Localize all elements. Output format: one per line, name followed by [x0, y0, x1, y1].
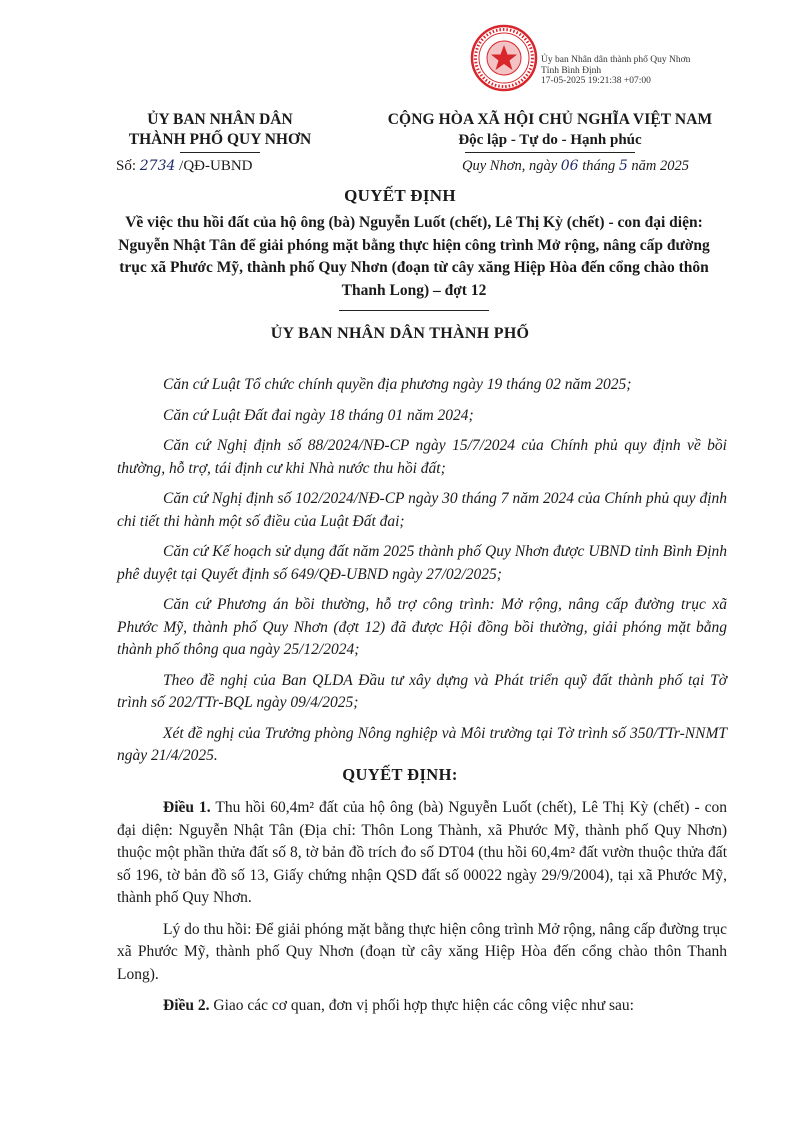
- subject-text: Về việc thu hồi đất của hộ ông (bà) Nguyễn Luốt (chết), Lê Thị Kỳ (chết) - con đại diện: Nguyễn Nhật Tân để giải phóng mặt bằng thực hiện công trình Mở rộng, nâng cấp đường trục xã Phước Mỹ, thành phố Quy Nhơn (đoạn từ cây xăng Hiệp Hòa đến cổng chào thôn Thanh Long) – đợt 12: [118, 214, 710, 299]
- agency-line-2: THÀNH PHỐ QUY NHƠN: [128, 131, 312, 148]
- document-subject: [108, 212, 720, 311]
- basis-item: Căn cứ Luật Đất đai ngày 18 tháng 01 năm 2024;: [163, 406, 474, 424]
- year-text: năm 2025: [631, 158, 690, 174]
- place-prefix: Quy Nhơn, ngày: [462, 158, 558, 174]
- month-label: tháng: [582, 158, 616, 174]
- signature-line-3: 17-05-2025 19:21:38 +07:00: [541, 76, 651, 86]
- digital-signature-info: [541, 55, 690, 87]
- agency-underline: [180, 152, 260, 153]
- issuing-agency: [100, 110, 340, 153]
- place-date: [462, 158, 689, 175]
- basis-item: Căn cứ Kế hoạch sử dụng đất năm 2025 thành phố Quy Nhơn được UBND tỉnh Bình Định phê duyệt tại Quyết định số 649/QĐ-UBND ngày 27/02/2025;: [117, 543, 727, 583]
- article-1-text: Thu hồi 60,4m² đất của hộ ông (bà) Nguyễn Luốt (chết), Lê Thị Kỳ (chết) - con đại diện: Nguyễn Nhật Tân (Địa chỉ: Thôn Long Thành, xã Phước Mỹ, thành phố Quy Nhơn) thuộc một phần thửa đất số 8, tờ bản đồ trích đo số DT04 (thu hồi 60,4m² đất vườn thuộc thửa đất số 196, tờ bản đồ số 13, Giấy chứng nhận QSD đất số 00022 ngày 29/9/2004), tại xã Phước Mỹ, thành phố Quy Nhơn.: [117, 799, 727, 906]
- issuing-authority-heading: ỦY BAN NHÂN DÂN THÀNH PHỐ: [270, 325, 530, 342]
- country-name: CỘNG HÒA XÃ HỘI CHỦ NGHĨA VIỆT NAM: [387, 111, 713, 128]
- article-2: [117, 995, 727, 1018]
- decision-heading: QUYẾT ĐỊNH:: [342, 765, 458, 784]
- month-handwritten: 5: [618, 158, 628, 174]
- day-handwritten: 06: [560, 158, 579, 174]
- motto: Độc lập - Tự do - Hạnh phúc: [458, 132, 642, 148]
- subject-underline: [339, 310, 489, 311]
- number-suffix: /QĐ-UBND: [179, 158, 253, 174]
- number-handwritten: 2734: [139, 158, 176, 174]
- basis-item: Căn cứ Luật Tổ chức chính quyền địa phương ngày 19 tháng 02 năm 2025;: [163, 376, 632, 393]
- signature-line-1: Ủy ban Nhân dân thành phố Quy Nhơn: [541, 55, 691, 65]
- basis-item: Căn cứ Nghị định số 88/2024/NĐ-CP ngày 15/7/2024 của Chính phủ quy định về bồi thường, hỗ trợ, tái định cư khi Nhà nước thu hồi đất;: [117, 437, 727, 477]
- articles: [117, 797, 727, 1027]
- basis-item: Theo đề nghị của Ban QLDA Đầu tư xây dựng và Phát triển quỹ đất thành phố tại Tờ trình số 202/TTr-BQL ngày 09/4/2025;: [117, 671, 727, 711]
- document-title: QUYẾT ĐỊNH: [344, 186, 456, 205]
- document-number: [116, 158, 253, 175]
- article-2-text: Giao các cơ quan, đơn vị phối hợp thực hiện các công việc như sau:: [213, 997, 634, 1014]
- number-prefix: Số:: [116, 158, 137, 174]
- red-seal-icon: [470, 24, 538, 92]
- article-1-label: Điều 1.: [163, 799, 211, 816]
- agency-line-1: ỦY BAN NHÂN DÂN: [147, 111, 293, 128]
- basis-item: Xét đề nghị của Trưởng phòng Nông nghiệp và Môi trường tại Tờ trình số 350/TTr-NNMT ngày 21/4/2025.: [117, 724, 727, 764]
- national-motto: [370, 110, 730, 153]
- basis-item: Căn cứ Phương án bồi thường, hỗ trợ công trình: Mở rộng, nâng cấp đường trục xã Phước Mỹ, thành phố Quy Nhơn (đợt 12) đã được Hội đồng bồi thường, giải phóng mặt bằng thành phố thông qua ngày 25/12/2024;: [117, 596, 727, 658]
- signature-line-2: Tỉnh Bình Định: [541, 65, 602, 76]
- recovery-reason: Lý do thu hồi: Để giải phóng mặt bằng thực hiện công trình Mở rộng, nâng cấp đường trục xã Phước Mỹ, thành phố Quy Nhơn (đoạn từ cây xăng Hiệp Hòa đến cổng chào thôn Thanh Long).: [117, 920, 727, 983]
- motto-underline: [465, 152, 635, 153]
- article-1: [117, 797, 727, 910]
- basis-item: Căn cứ Nghị định số 102/2024/NĐ-CP ngày 30 tháng 7 năm 2024 của Chính phủ quy định chi tiết thi hành một số điều của Luật Đất đai;: [117, 490, 727, 530]
- legal-basis: [117, 374, 727, 776]
- article-2-label: Điều 2.: [163, 997, 210, 1014]
